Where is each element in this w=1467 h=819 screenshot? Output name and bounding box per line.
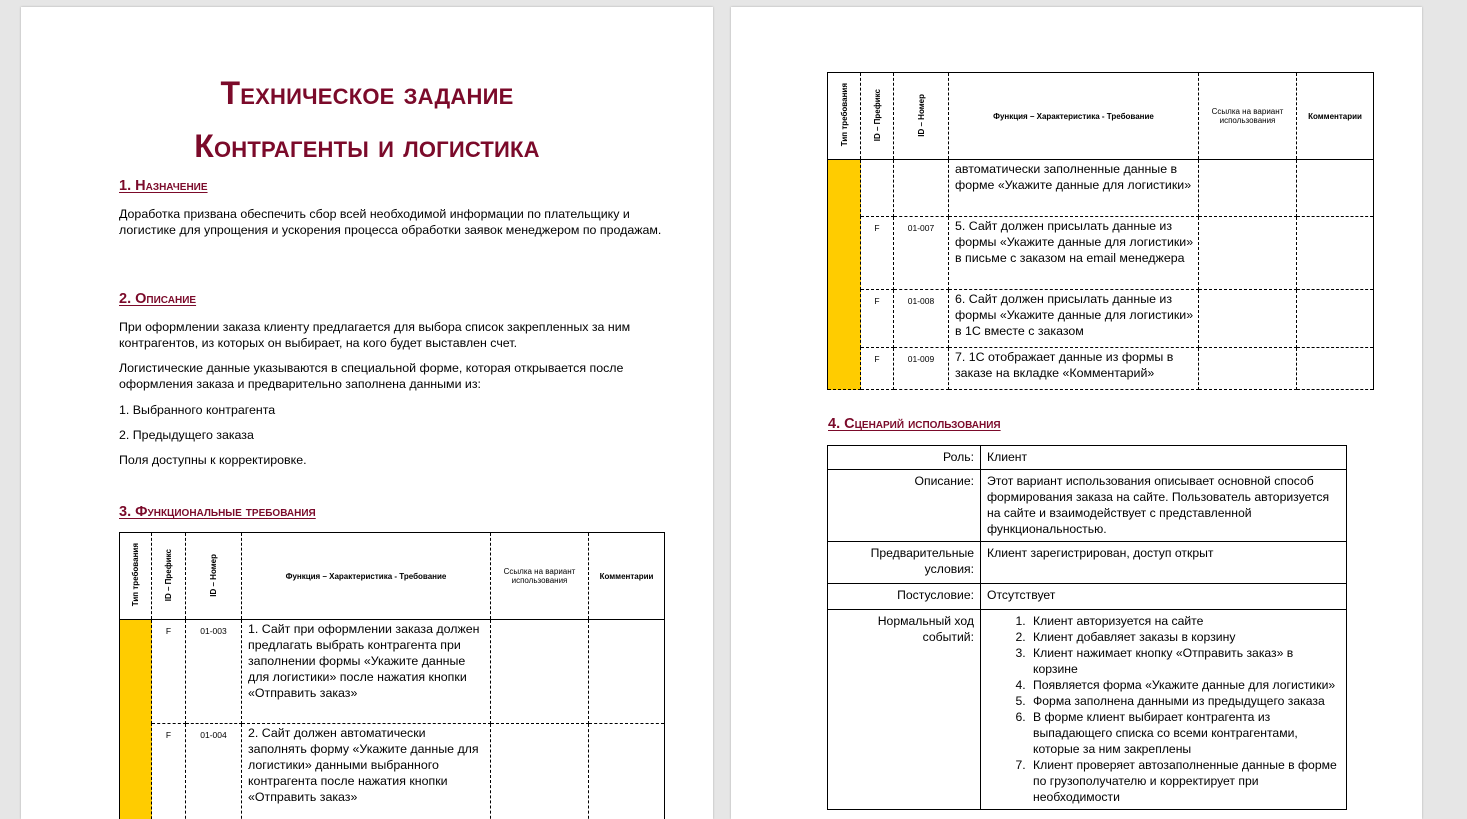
role-label: Роль: — [828, 446, 981, 470]
description-paragraph-3[interactable]: Поля доступны к корректировке. — [119, 452, 307, 468]
header-number: ID – Номер — [186, 533, 242, 620]
row-function[interactable]: автоматически заполненные данные в форме «Укажите данные для логистики» — [949, 160, 1199, 217]
list-item[interactable]: 4. Появляется форма «Укажите данные для логистики» — [1029, 677, 1340, 693]
purpose-paragraph[interactable]: Доработка призвана обеспечить сбор всей необходимой информации по плательщику и логистике для упрощения и ускорения процесса обработки заявок менеджером по продажам. — [119, 206, 667, 238]
header-comment: Комментарии — [589, 533, 665, 620]
description-paragraph-1[interactable]: При оформлении заказа клиенту предлагается для выбора список закрепленных за ним контрагентов, из которых он выбирает, на кого будет выставлен счет. — [119, 319, 667, 351]
header-prefix: ID – Префикс — [152, 533, 186, 620]
table-row[interactable] — [828, 290, 1374, 348]
row-id: 01-009 — [894, 348, 949, 390]
row-link[interactable] — [1199, 348, 1297, 390]
row-id — [894, 160, 949, 217]
row-link[interactable] — [1199, 160, 1297, 217]
postcondition-value[interactable]: Отсутствует — [981, 584, 1347, 610]
requirements-table — [119, 532, 665, 819]
row-link[interactable] — [1199, 290, 1297, 348]
table-row[interactable] — [828, 217, 1374, 290]
list-item[interactable]: 2. Клиент добавляет заказы в корзину — [1029, 629, 1340, 645]
description-value[interactable]: Этот вариант использования описывает основной способ формирования заказа на сайте. Пользователь авторизуется на сайте и взаимодействует с представленной функциональностью. — [981, 470, 1347, 542]
description-list-item-2[interactable]: 2. Предыдущего заказа — [119, 427, 254, 443]
description-list-item-1[interactable]: 1. Выбранного контрагента — [119, 402, 275, 418]
row-comment[interactable] — [1297, 217, 1374, 290]
use-case-row-normal-flow — [828, 610, 1347, 810]
row-link[interactable] — [1199, 217, 1297, 290]
normal-flow-list — [987, 613, 1340, 805]
header-function: Функция – Характеристика - Требование — [949, 73, 1199, 160]
document-subtitle: Контрагенты и логистика — [21, 128, 713, 165]
header-number: ID – Номер — [894, 73, 949, 160]
precondition-label: Предварительные условия: — [828, 542, 981, 584]
normal-flow-value[interactable] — [981, 610, 1347, 810]
header-function: Функция – Характеристика - Требование — [242, 533, 491, 620]
row-function[interactable]: 7. 1С отображает данные из формы в заказе на вкладке «Комментарий» — [949, 348, 1199, 390]
table-row[interactable] — [120, 620, 665, 724]
use-case-row-role — [828, 446, 1347, 470]
precondition-value[interactable]: Клиент зарегистрирован, доступ открыт — [981, 542, 1347, 584]
list-item[interactable]: 1. Клиент авторизуется на сайте — [1029, 613, 1340, 629]
description-label: Описание: — [828, 470, 981, 542]
normal-flow-label: Нормальный ход событий: — [828, 610, 981, 810]
list-item[interactable]: 6. В форме клиент выбирает контрагента из выпадающего списка со всеми контрагентами, которые за ним закреплены — [1029, 709, 1340, 757]
row-function[interactable]: 2. Сайт должен автоматически заполнять форму «Укажите данные для логистики» данными выбранного контрагента после нажатия кнопки «Отправить заказ» — [242, 724, 491, 819]
section-heading-purpose: 1. Назначение — [119, 178, 208, 194]
row-prefix: F — [152, 620, 186, 724]
table-row[interactable] — [828, 160, 1374, 217]
header-link: Ссылка на вариант использования — [491, 533, 589, 620]
use-case-row-precondition — [828, 542, 1347, 584]
description-paragraph-2[interactable]: Логистические данные указываются в специальной форме, которая открывается после оформления заказа и предварительно заполнена данными из: — [119, 360, 667, 392]
header-comment: Комментарии — [1297, 73, 1374, 160]
row-comment[interactable] — [1297, 160, 1374, 217]
table-header-row — [120, 533, 665, 620]
document-title: Техническое задание — [21, 75, 713, 112]
document-page-1 — [21, 7, 713, 819]
row-link[interactable] — [491, 620, 589, 724]
document-page-2 — [731, 7, 1422, 819]
row-function[interactable]: 1. Сайт при оформлении заказа должен предлагать выбрать контрагента при заполнении формы «Укажите данные для логистики» после нажатия кнопки «Отправить заказ» — [242, 620, 491, 724]
row-id: 01-004 — [186, 724, 242, 819]
use-case-table — [827, 445, 1347, 810]
row-comment[interactable] — [1297, 290, 1374, 348]
header-type: Тип требования — [120, 533, 152, 620]
list-item[interactable]: 5. Форма заполнена данными из предыдущего заказа — [1029, 693, 1340, 709]
use-case-row-description — [828, 470, 1347, 542]
row-prefix: F — [861, 290, 894, 348]
row-link[interactable] — [491, 724, 589, 819]
postcondition-label: Постусловие: — [828, 584, 981, 610]
row-comment[interactable] — [589, 620, 665, 724]
header-prefix: ID – Префикс — [861, 73, 894, 160]
row-function[interactable]: 6. Сайт должен присылать данные из формы «Укажите данные для логистики» в 1С вместе с заказом — [949, 290, 1199, 348]
type-color-cell — [120, 620, 152, 819]
row-comment[interactable] — [589, 724, 665, 819]
header-link: Ссылка на вариант использования — [1199, 73, 1297, 160]
row-prefix: F — [152, 724, 186, 819]
table-header-row — [828, 73, 1374, 160]
row-id: 01-008 — [894, 290, 949, 348]
row-function[interactable]: 5. Сайт должен присылать данные из формы «Укажите данные для логистики» в письме с заказом на email менеджера — [949, 217, 1199, 290]
type-color-cell — [828, 160, 861, 390]
table-row[interactable] — [828, 348, 1374, 390]
list-item[interactable]: 7. Клиент проверяет автозаполненные данные в форме по грузополучателю и корректирует при необходимости — [1029, 757, 1340, 805]
section-heading-functional-requirements: 3. Функциональные требования — [119, 504, 316, 520]
row-prefix — [861, 160, 894, 217]
table-row[interactable] — [120, 724, 665, 819]
row-prefix: F — [861, 348, 894, 390]
section-heading-description: 2. Описание — [119, 291, 196, 307]
role-value[interactable]: Клиент — [981, 446, 1347, 470]
section-heading-use-case: 4. Сценарий использования — [828, 416, 1001, 432]
row-id: 01-003 — [186, 620, 242, 724]
header-type: Тип требования — [828, 73, 861, 160]
row-prefix: F — [861, 217, 894, 290]
use-case-row-postcondition — [828, 584, 1347, 610]
list-item[interactable]: 3. Клиент нажимает кнопку «Отправить заказ» в корзине — [1029, 645, 1340, 677]
row-id: 01-007 — [894, 217, 949, 290]
requirements-table-continued — [827, 72, 1374, 390]
row-comment[interactable] — [1297, 348, 1374, 390]
